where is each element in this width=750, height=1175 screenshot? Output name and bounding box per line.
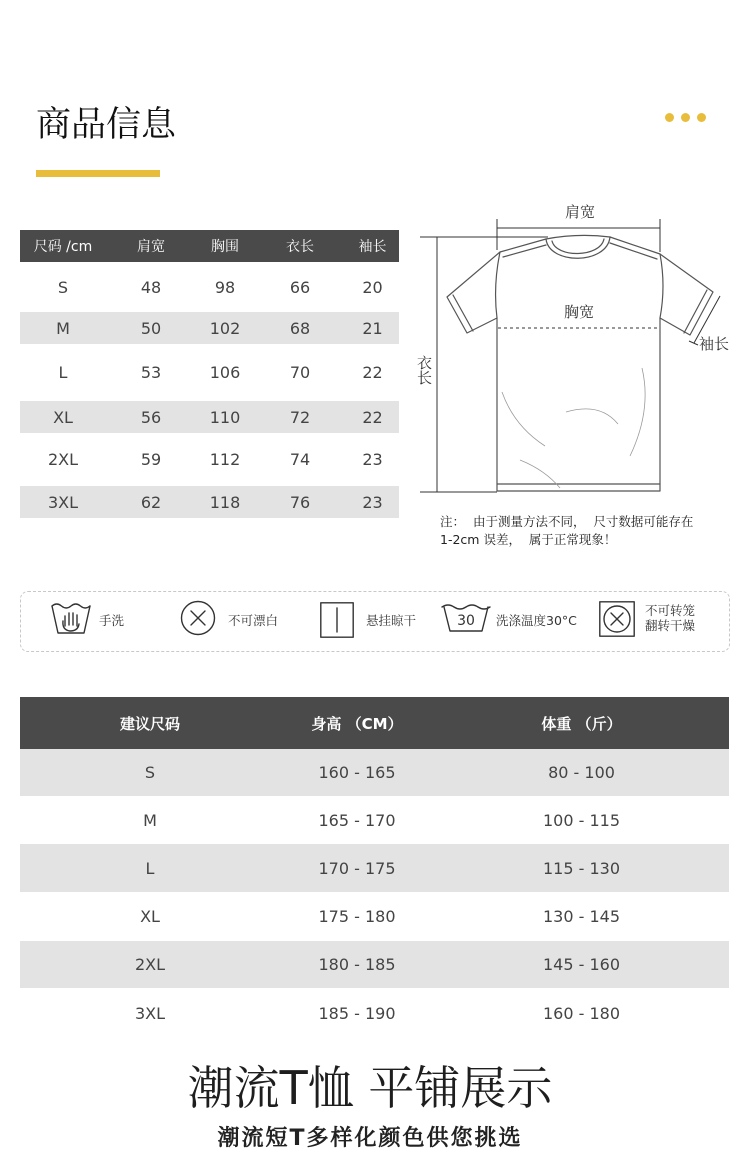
weight-cell: 160 - 180 — [542, 1003, 621, 1023]
size-cell: S — [144, 763, 156, 782]
hand-wash-icon — [50, 600, 92, 636]
column-header: 袖长 — [358, 239, 387, 255]
tshirt-body — [447, 237, 713, 491]
height-cell: 175 - 180 — [318, 907, 396, 926]
right-armhole-seam — [660, 254, 663, 318]
care-label-hang-dry: 悬挂晾干 — [366, 613, 417, 628]
size-cell: M — [56, 318, 70, 338]
length-cell: 74 — [289, 450, 311, 469]
care-label-line: 翻转干燥 — [645, 618, 696, 633]
shoulder-width-label: 肩宽 — [565, 203, 596, 221]
recommended-size-table — [20, 697, 729, 1038]
shoulder-width-cell: 56 — [140, 407, 162, 427]
more-dots-icon — [665, 113, 707, 123]
length-cell: 72 — [289, 407, 311, 427]
sleeve-length-label: 袖长 — [699, 335, 730, 353]
table-row — [20, 401, 399, 433]
neck-rib-seam — [552, 239, 604, 254]
table-row — [20, 941, 729, 988]
weight-cell: 145 - 160 — [542, 955, 621, 974]
table-row — [20, 844, 729, 892]
size-chart-table — [20, 230, 399, 518]
chest-cell: 98 — [214, 277, 236, 297]
length-cell: 76 — [289, 492, 311, 512]
column-header: 建议尺码 — [119, 714, 180, 733]
chest-cell: 102 — [209, 318, 241, 338]
table-header-row — [20, 697, 729, 749]
weight-cell: 80 - 100 — [548, 763, 615, 782]
table-row — [20, 486, 399, 518]
section-title: 潮流T恤 平铺展示 — [187, 1061, 553, 1115]
wash-temperature-text: 30 — [457, 613, 475, 629]
care-label-no-tumble-dry — [645, 603, 695, 633]
section-subtitle: 潮流短T多样化颜色供您挑选 — [217, 1126, 523, 1151]
size-cell: 3XL — [47, 492, 79, 512]
sleeve-cell: 22 — [362, 363, 383, 382]
size-cell: XL — [53, 407, 73, 427]
column-header: 肩宽 — [137, 239, 165, 255]
column-header: 衣长 — [286, 239, 314, 255]
sleeve-cell: 23 — [362, 450, 383, 469]
height-cell: 160 - 165 — [318, 763, 396, 782]
no-tumble-dry-icon — [599, 601, 635, 637]
chest-cell: 110 — [209, 407, 241, 427]
hang-dry-icon — [320, 602, 354, 638]
shoulder-width-cell: 48 — [140, 277, 162, 297]
column-header: 体重 （斤） — [541, 714, 622, 733]
weight-cell: 100 - 115 — [542, 810, 621, 830]
care-label-hand-wash: 手洗 — [99, 613, 125, 628]
size-cell: M — [143, 810, 157, 830]
shoulder-width-cell: 53 — [140, 363, 162, 382]
tshirt-diagram — [405, 195, 735, 505]
no-bleach-icon — [180, 600, 216, 636]
sleeve-cell: 22 — [362, 407, 383, 427]
body-length-label: 衣长 — [415, 355, 433, 385]
size-cell: L — [58, 363, 68, 382]
table-row — [20, 988, 729, 1038]
height-cell: 185 - 190 — [318, 1003, 396, 1023]
chest-cell: 106 — [209, 363, 241, 382]
size-cell: XL — [140, 907, 160, 926]
length-cell: 70 — [289, 363, 311, 382]
shoulder-width-cell: 50 — [140, 318, 162, 338]
sleeve-cell: 23 — [362, 492, 383, 512]
length-cell: 66 — [289, 277, 311, 297]
body-length-dimension — [420, 237, 548, 492]
table-row — [20, 262, 399, 312]
size-cell: 2XL — [47, 450, 79, 469]
care-label-no-bleach: 不可漂白 — [228, 613, 279, 628]
table-row — [20, 344, 399, 401]
table-row — [20, 749, 729, 796]
dot — [697, 113, 706, 122]
care-instructions — [20, 591, 730, 652]
height-cell: 180 - 185 — [318, 955, 396, 974]
measurement-note-line: 注： 由于测量方法不同， 尺寸数据可能存在 — [440, 514, 694, 529]
table-row — [20, 433, 399, 486]
title-underline — [36, 170, 160, 177]
dot — [681, 113, 690, 122]
column-header: 尺码 /cm — [33, 239, 93, 255]
size-cell: 3XL — [134, 1003, 166, 1023]
sleeve-cell: 21 — [362, 318, 383, 338]
back-neckline — [546, 235, 610, 239]
care-label-line: 不可转笼 — [645, 603, 696, 618]
column-header: 胸围 — [211, 239, 239, 255]
table-row — [20, 892, 729, 941]
table-header-row — [20, 230, 399, 262]
size-cell: S — [57, 277, 69, 297]
size-cell: 2XL — [134, 955, 166, 974]
care-label-wash-temperature: 洗涤温度30°C — [496, 613, 577, 628]
column-header: 身高 （CM） — [311, 714, 403, 733]
chest-cell: 112 — [209, 450, 241, 469]
shoulder-width-cell: 62 — [140, 492, 162, 512]
weight-cell: 130 - 145 — [542, 907, 621, 926]
dot — [665, 113, 674, 122]
shoulder-width-cell: 59 — [140, 450, 162, 469]
measurement-note-line: 1-2cm 误差， 属于正常现象！ — [440, 532, 617, 547]
left-armhole-seam — [496, 252, 500, 318]
fabric-wrinkles — [502, 368, 645, 488]
height-cell: 165 - 170 — [318, 810, 396, 830]
page-title: 商品信息 — [36, 105, 177, 145]
size-cell: L — [145, 858, 155, 878]
length-cell: 68 — [289, 318, 311, 338]
tshirt-outline — [447, 235, 713, 491]
chest-width-label: 胸宽 — [564, 303, 595, 321]
sleeve-cell: 20 — [362, 277, 383, 297]
weight-cell: 115 - 130 — [542, 858, 621, 878]
height-cell: 170 - 175 — [318, 858, 396, 878]
table-row — [20, 796, 729, 844]
chest-cell: 118 — [209, 492, 241, 512]
table-row — [20, 312, 399, 344]
